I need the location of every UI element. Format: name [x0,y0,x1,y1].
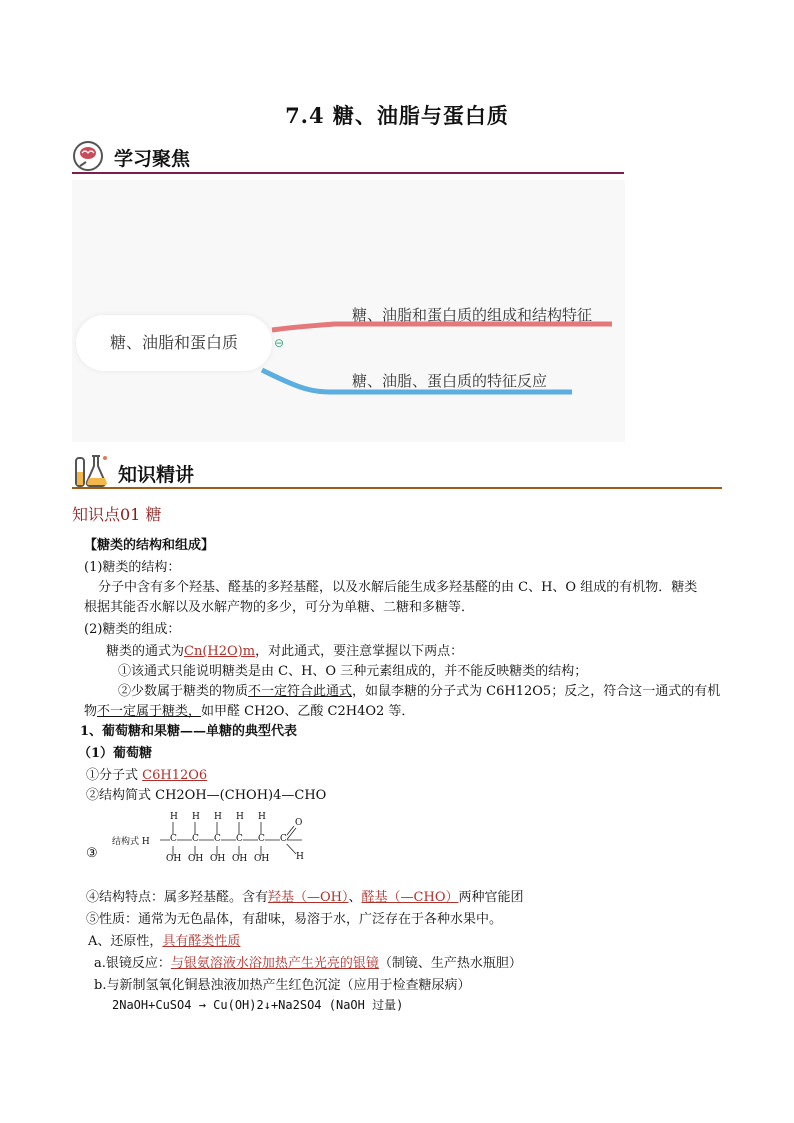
mind-map-center-node: 糖、油脂和蛋白质 [76,315,272,371]
paragraph: 根据其能否水解以及水解产物的多少，可分为单糖、二糖和多糖等． [84,600,475,615]
atom: H [258,812,266,822]
atom: OH [232,854,248,864]
general-formula: Cn(H2O)m [184,644,256,659]
atom: C [236,834,243,844]
atom: OH [254,854,270,864]
structural-formula [112,812,312,868]
mind-map [72,180,625,442]
paragraph [94,952,522,971]
text: （制镜、生产热水瓶胆） [378,956,522,971]
text: A、还原性， [88,934,163,949]
paragraph [88,930,240,949]
mind-map-branch-reactions: 糖、油脂、蛋白质的特征反应 [352,372,548,390]
struct-label: 结构式 H [112,837,150,847]
mind-map-branch-structure: 糖、油脂和蛋白质的组成和结构特征 [352,306,593,324]
functional-group: 羟基（—OH） [268,890,349,905]
underlined-text: 具有醛类性质 [162,934,241,949]
section-title-knowledge: 知识精讲 [118,464,195,486]
text: 、 [348,890,362,905]
atom: H [192,812,200,822]
functional-group: 醛基（—CHO） [361,890,459,905]
text: ①分子式 [86,768,143,783]
paragraph: 分子中含有多个羟基、醛基的多羟基醛，以及水解后能生成多羟基醛的由 C、H、O 组成的有机物．糖类 [98,580,698,595]
paragraph [106,640,463,659]
atom: H [170,812,178,822]
paragraph: ①该通式只能说明糖类是由 C、H、O 三种元素组成的，并不能反映糖类的结构； [118,664,588,679]
subheading: （1）葡萄糖 [78,746,153,761]
brain-icon [72,140,106,172]
section-rule [72,487,722,489]
section-title-focus: 学习聚焦 [114,148,191,170]
text: ，如鼠李糖的分子式为 C6H12O5；反之，符合这一通式的有机 [352,684,721,699]
subheading: 1、葡萄糖和果糖——单糖的典型代表 [80,724,298,739]
atom: H [296,852,304,862]
atom: OH [188,854,204,864]
paragraph: ②结构简式 CH2OH—(CHOH)4—CHO [86,788,327,803]
atom: H [236,812,244,822]
text: 物 [84,704,98,719]
atom: OH [210,854,226,864]
text: ，对此通式，要注意掌握以下两点： [255,644,464,659]
underlined-text: 不一定符合此通式 [248,684,353,699]
molecular-formula: C6H12O6 [142,768,208,783]
text: 糖类的通式为 [106,644,185,659]
text: 两种官能团 [458,890,524,905]
section-header-focus [72,140,624,172]
paragraph [86,886,524,905]
collapse-icon[interactable]: ⊖ [274,336,285,350]
atom: C [170,834,177,844]
paragraph [84,700,414,719]
paragraph: ⑤性质：通常为无色晶体，有甜味，易溶于水，广泛存在于各种水果中。 [86,912,503,927]
flask-icon [72,452,112,488]
atom: H [214,812,222,822]
section-rule [72,172,624,174]
text: ②少数属于糖类的物质 [118,684,249,699]
chemical-equation: 2NaOH+CuSO4 → Cu(OH)2↓+Na2SO4 (NaOH 过量) [112,998,404,1012]
text: a.银镜反应： [94,956,171,971]
page-title: 7.4 糖、油脂与蛋白质 [285,103,509,128]
underlined-text: 不一定属于糖类， [97,704,202,719]
paragraph: (1)糖类的结构： [84,560,181,575]
knowledge-point-title: 知识点01 糖 [72,505,162,524]
underlined-text: 与银氨溶液水浴加热产生光亮的银镜 [170,956,379,971]
paragraph [118,680,720,699]
paragraph: b.与新制氢氧化铜悬浊液加热产生红色沉淀（应用于检查糖尿病） [94,978,471,993]
paragraph [86,764,207,783]
paragraph: (2)糖类的组成： [84,622,181,637]
text: 如甲醛 CH2O、乙酸 C2H4O2 等． [201,704,415,719]
atom: C [280,834,287,844]
atom: C [192,834,199,844]
subheading: 【糖类的结构和组成】 [84,538,215,553]
item-number: ③ [86,846,98,861]
atom: O [295,818,303,828]
atom: C [214,834,221,844]
section-header-knowledge [72,452,722,484]
text: ④结构特点：属多羟基醛。含有 [86,890,269,905]
atom: OH [166,854,182,864]
atom: C [258,834,265,844]
